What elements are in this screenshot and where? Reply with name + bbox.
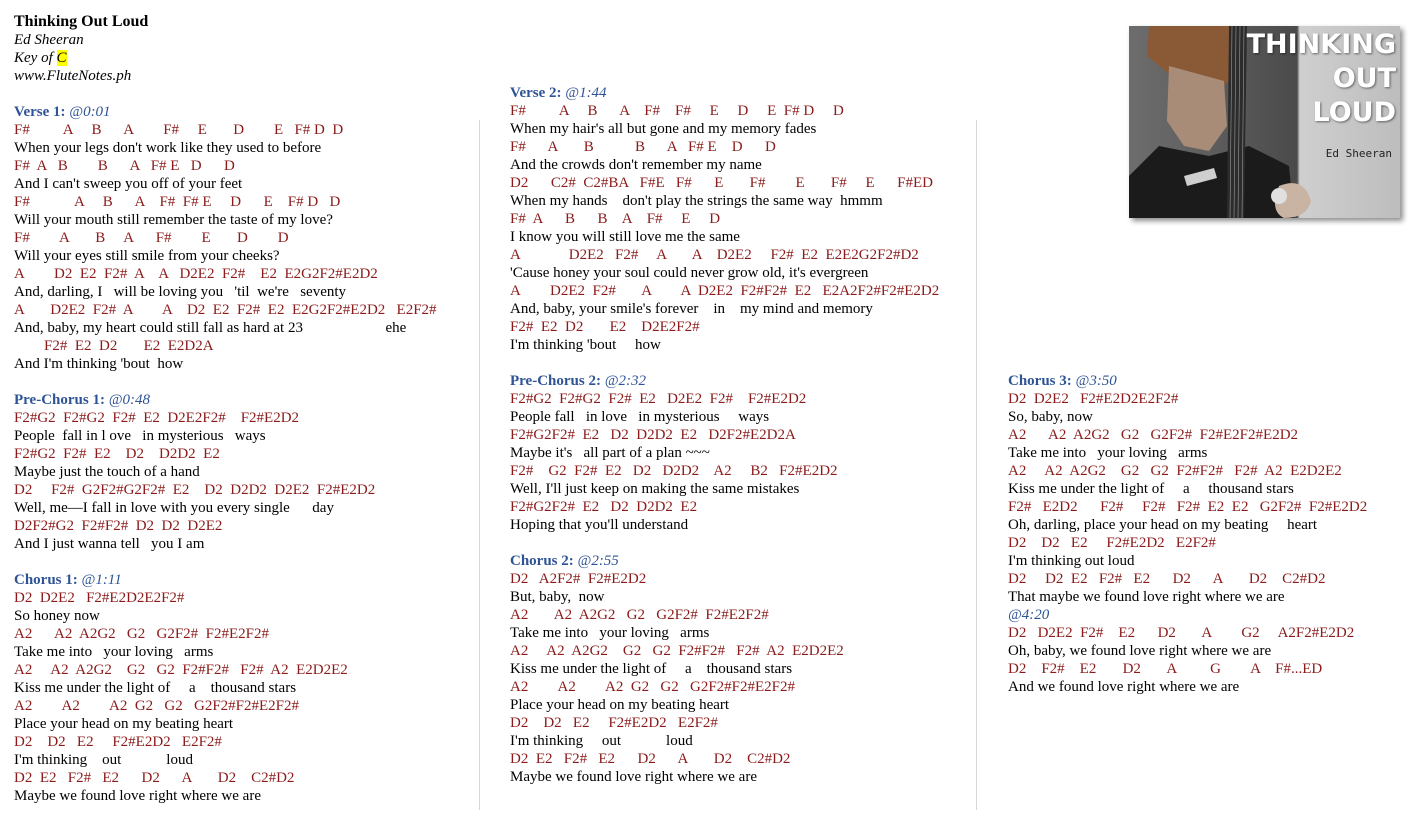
column-divider <box>479 120 480 810</box>
section-title: Chorus 1: <box>14 572 78 588</box>
chord-line: A2 A2 A2G2 G2 G2F2# F2#E2F2# <box>14 626 270 642</box>
column-3-sections <box>1008 372 1418 696</box>
chord-line: D2 D2 E2 F2#E2D2 E2F2# <box>14 734 222 750</box>
chord-line: D2 C2# C2#BA F#E F# E F# E F# E F#ED <box>510 175 933 191</box>
lyric-line: Well, I'll just keep on making the same mistakes <box>510 481 800 497</box>
key-value: C <box>56 50 67 66</box>
section-timestamp: @0:01 <box>69 104 111 120</box>
lyrics-column-3 <box>1008 372 1418 696</box>
section-header <box>1008 372 1418 390</box>
album-title-line: THINKING <box>1246 29 1396 60</box>
lyric-line: I'm thinking out loud <box>14 752 193 768</box>
chord-line: D2 D2 E2 F2#E2D2 E2F2# <box>510 715 718 731</box>
chord-line: F# A B A F# E D E F# D D <box>14 122 344 138</box>
lyrics-column-1 <box>14 13 476 805</box>
chord-line: A2 A2 A2 G2 G2 G2F2#F2#E2F2# <box>510 679 796 695</box>
lyric-line: Maybe we found love right where we are <box>14 788 261 804</box>
chord-line: D2 D2 E2 F2#E2D2 E2F2# <box>1008 535 1216 551</box>
lyric-line: People fall in love in mysterious ways <box>510 409 770 425</box>
key-label: Key of <box>14 50 57 66</box>
chord-line: A2 A2 A2G2 G2 G2 F2#F2# F2# A2 E2D2E2 <box>510 643 844 659</box>
lyric-line: Maybe we found love right where we are <box>510 769 757 785</box>
chord-line: A2 A2 A2G2 G2 G2F2# F2#E2F2# <box>510 607 769 623</box>
lyric-line: Hoping that you'll understand <box>510 517 689 533</box>
lyrics-column-2 <box>510 84 972 786</box>
column-2-sections <box>510 84 972 786</box>
section-title: Verse 2: <box>510 85 562 101</box>
chord-line: F2# E2 D2 E2 D2E2F2# <box>510 319 700 335</box>
lyric-line: So honey now <box>14 608 100 624</box>
section-header <box>510 552 972 570</box>
lyric-line: Take me into your loving arms <box>14 644 214 660</box>
website-url: www.FluteNotes.ph <box>14 68 132 84</box>
chord-line: D2 E2 F2# E2 D2 A D2 C2#D2 <box>14 770 295 786</box>
chord-line: A D2E2 F2# A A D2 E2 F2# E2 E2G2F2#E2D2 E2F2# <box>14 302 437 318</box>
lyric-line: But, baby, now <box>510 589 605 605</box>
lyric-line: And, darling, I will be loving you 'til we're seventy <box>14 284 347 300</box>
song-key <box>14 49 476 67</box>
lyric-line: Maybe just the touch of a hand <box>14 464 200 480</box>
lyric-line: And, baby, my heart could still fall as hard at 23 ehe <box>14 320 407 336</box>
section-title: Pre-Chorus 1: <box>14 392 105 408</box>
chord-line: F# A B B A F# E D D <box>510 139 776 155</box>
section-title: Chorus 3: <box>1008 373 1072 389</box>
lyric-line: Take me into your loving arms <box>1008 445 1208 461</box>
chord-line: F2# E2D2 F2# F2# F2# E2 E2 G2F2# F2#E2D2 <box>1008 499 1368 515</box>
lyric-line: And we found love right where we are <box>1008 679 1240 695</box>
section-header <box>14 103 476 121</box>
chord-line: D2 D2E2 F2# E2 D2 A G2 A2F2#E2D2 <box>1008 625 1355 641</box>
song-title: Thinking Out Loud <box>14 13 149 30</box>
chord-line: A2 A2 A2G2 G2 G2 F2#F2# F2# A2 E2D2E2 <box>1008 463 1342 479</box>
chord-line: D2 D2E2 F2#E2D2E2F2# <box>14 590 185 606</box>
chord-line: D2 D2E2 F2#E2D2E2F2# <box>1008 391 1179 407</box>
lyric-line: I know you will still love me the same <box>510 229 740 245</box>
section-header <box>510 372 972 390</box>
chord-line: F2# E2 D2 E2 E2D2A <box>14 338 214 354</box>
section-timestamp: @0:48 <box>108 392 151 408</box>
lyric-line: 'Cause honey your soul could never grow old, it's evergreen <box>510 265 869 281</box>
album-cover-artist: Ed Sheeran <box>1325 147 1392 160</box>
chord-line: F# A B A F# E D D <box>14 230 289 246</box>
chord-line: A2 A2 A2G2 G2 G2F2# F2#E2F2#E2D2 <box>1008 427 1299 443</box>
chord-line: F2#G2 F2#G2 F2# E2 D2E2F2# F2#E2D2 <box>14 410 300 426</box>
section-timestamp: @1:11 <box>81 572 122 588</box>
chord-line: F2#G2F2# E2 D2 D2D2 E2 <box>510 499 698 515</box>
lyric-line: I'm thinking 'bout how <box>510 337 661 353</box>
chord-line: A D2 E2 F2# A A D2E2 F2# E2 E2G2F2#E2D2 <box>14 266 378 282</box>
section-title: Pre-Chorus 2: <box>510 373 601 389</box>
lyric-line: I'm thinking out loud <box>1008 553 1135 569</box>
section-title: Verse 1: <box>14 104 66 120</box>
chord-line: D2 E2 F2# E2 D2 A D2 C2#D2 <box>510 751 791 767</box>
section-timestamp: @2:55 <box>577 553 619 569</box>
chord-line: A2 A2 A2 G2 G2 G2F2#F2#E2F2# <box>14 698 300 714</box>
lyric-line: Kiss me under the light of a thousand stars <box>1008 481 1294 497</box>
chord-line: F# A B B A F# E D D <box>14 158 235 174</box>
lyric-line: When my hair's all but gone and my memory fades <box>510 121 817 137</box>
lyric-line: So, baby, now <box>1008 409 1093 425</box>
chord-line: D2 D2 E2 F2# E2 D2 A D2 C2#D2 <box>1008 571 1326 587</box>
lyric-line: And, baby, your smile's forever in my mind and memory <box>510 301 873 317</box>
lyric-line: And I can't sweep you off of your feet <box>14 176 243 192</box>
chord-line: F2# G2 F2# E2 D2 D2D2 A2 B2 F2#E2D2 <box>510 463 838 479</box>
lyric-line: When your legs don't work like they used to before <box>14 140 322 156</box>
lyric-line: Take me into your loving arms <box>510 625 710 641</box>
chord-line: D2 F2# E2 D2 A G A F#...ED <box>1008 661 1323 677</box>
artist-name: Ed Sheeran <box>14 32 84 48</box>
album-cover <box>1129 26 1400 218</box>
lyric-line: Kiss me under the light of a thousand stars <box>14 680 297 696</box>
lyric-line: Well, me—I fall in love with you every single day <box>14 500 334 516</box>
lyric-line: Will your mouth still remember the taste of my love? <box>14 212 333 228</box>
chord-line: F# A B A F# F# E D E F# D D <box>510 103 844 119</box>
lyric-line: When my hands don't play the strings the same way hmmm <box>510 193 883 209</box>
lyric-line: Place your head on my beating heart <box>510 697 730 713</box>
lyric-line: And I just wanna tell you I am <box>14 536 205 552</box>
album-cover-title <box>1246 28 1396 130</box>
chord-line: D2F2#G2 F2#F2# D2 D2 D2E2 <box>14 518 223 534</box>
chord-line: F# A B B A F# E D <box>510 211 721 227</box>
chord-line: D2 A2F2# F2#E2D2 <box>510 571 647 587</box>
section-header <box>14 391 476 409</box>
chord-line: A2 A2 A2G2 G2 G2 F2#F2# F2# A2 E2D2E2 <box>14 662 348 678</box>
chord-line: A D2E2 F2# A A D2E2 F2# E2 E2E2G2F2#D2 <box>510 247 919 263</box>
column-1-sections <box>14 103 476 805</box>
section-timestamp: @1:44 <box>565 85 607 101</box>
chord-line: A D2E2 F2# A A D2E2 F2#F2# E2 E2A2F2#F2#E2D2 <box>510 283 940 299</box>
section-timestamp: @3:50 <box>1075 373 1117 389</box>
timestamp-line: @4:20 <box>1008 607 1050 623</box>
lyric-line: Will your eyes still smile from your cheeks? <box>14 248 280 264</box>
lyric-line: I'm thinking out loud <box>510 733 693 749</box>
album-title-line: LOUD <box>1312 97 1396 128</box>
lyric-line: Maybe it's all part of a plan ~~~ <box>510 445 710 461</box>
lyric-line: Oh, darling, place your head on my beating heart <box>1008 517 1318 533</box>
lyric-line: And I'm thinking 'bout how <box>14 356 184 372</box>
lyric-line: People fall in l ove in mysterious ways <box>14 428 266 444</box>
column-divider <box>976 120 977 810</box>
lyric-line: That maybe we found love right where we are <box>1008 589 1285 605</box>
section-header <box>510 84 972 102</box>
section-timestamp: @2:32 <box>604 373 647 389</box>
lyric-line: Place your head on my beating heart <box>14 716 234 732</box>
chord-line: F2#G2F2# E2 D2 D2D2 E2 D2F2#E2D2A <box>510 427 796 443</box>
chord-line: F# A B A F# F# E D E F# D D <box>14 194 341 210</box>
section-header <box>14 571 476 589</box>
lyric-line: And the crowds don't remember my name <box>510 157 762 173</box>
album-title-line: OUT <box>1332 63 1396 94</box>
lyric-line: Oh, baby, we found love right where we are <box>1008 643 1272 659</box>
section-title: Chorus 2: <box>510 553 574 569</box>
chord-line: F2#G2 F2#G2 F2# E2 D2E2 F2# F2#E2D2 <box>510 391 807 407</box>
chord-line: D2 F2# G2F2#G2F2# E2 D2 D2D2 D2E2 F2#E2D2 <box>14 482 376 498</box>
chord-line: F2#G2 F2# E2 D2 D2D2 E2 <box>14 446 220 462</box>
lyric-line: Kiss me under the light of a thousand stars <box>510 661 793 677</box>
